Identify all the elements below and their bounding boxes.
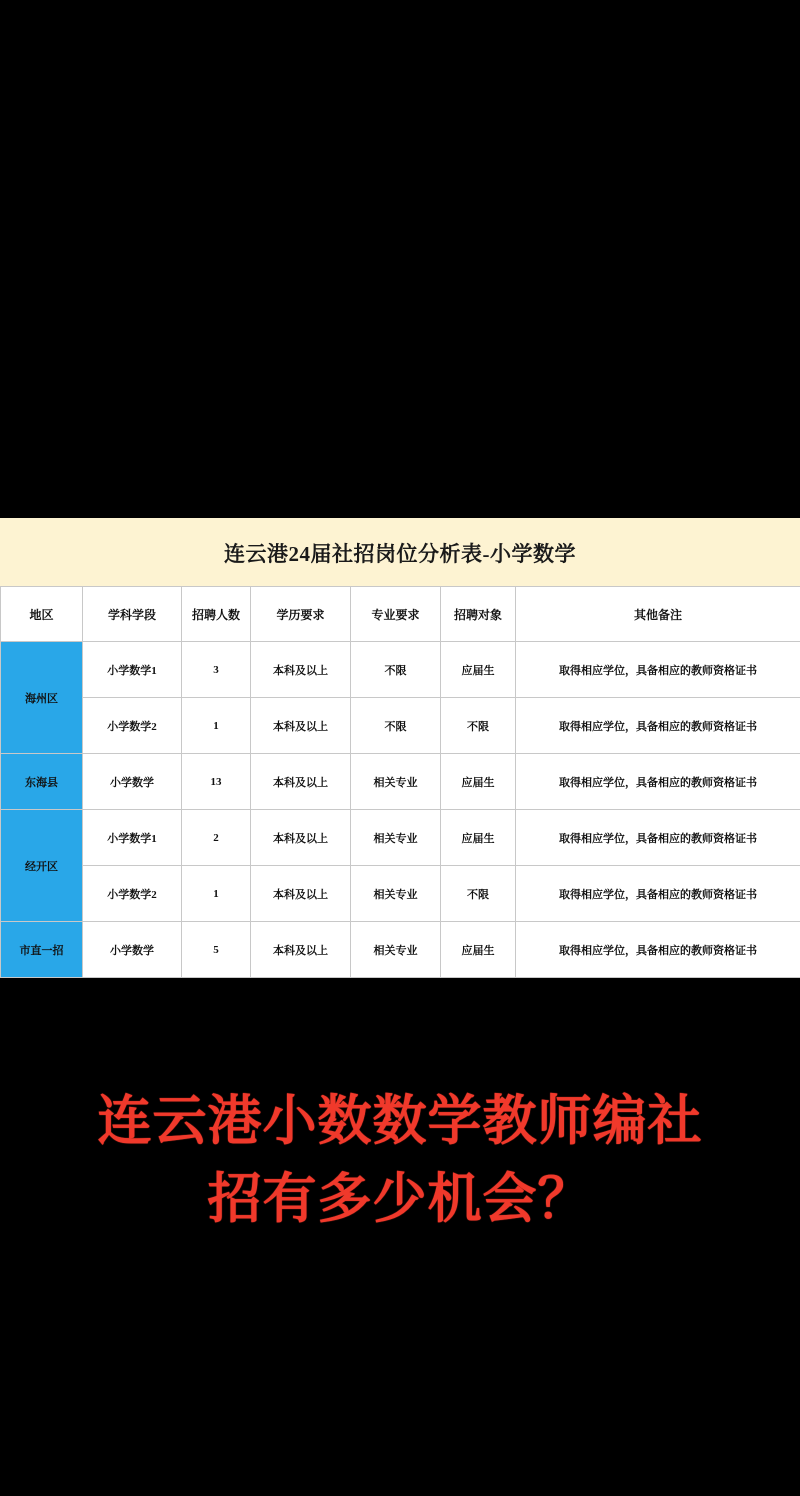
- table-row: [1, 754, 800, 810]
- cell-count: 1: [182, 866, 251, 922]
- cell-notes: 取得相应学位，具备相应的教师资格证书: [516, 642, 800, 698]
- cell-subject: 小学数学: [83, 754, 182, 810]
- cell-subject: 小学数学1: [83, 642, 182, 698]
- cell-degree: 本科及以上: [251, 754, 351, 810]
- column-header-subject: 学科学段: [83, 587, 182, 642]
- job-analysis-table-card: [0, 518, 800, 978]
- column-header-region: 地区: [1, 587, 83, 642]
- cell-notes: 取得相应学位，具备相应的教师资格证书: [516, 754, 800, 810]
- cell-count: 13: [182, 754, 251, 810]
- cell-notes: 取得相应学位，具备相应的教师资格证书: [516, 866, 800, 922]
- cell-target: 不限: [441, 698, 516, 754]
- cell-count: 1: [182, 698, 251, 754]
- column-header-major: 专业要求: [351, 587, 441, 642]
- cell-subject: 小学数学: [83, 922, 182, 978]
- cell-major: 相关专业: [351, 754, 441, 810]
- cell-region: 海州区: [1, 642, 83, 754]
- column-header-notes: 其他备注: [516, 587, 800, 642]
- cell-major: 不限: [351, 698, 441, 754]
- cell-degree: 本科及以上: [251, 642, 351, 698]
- cell-target: 应届生: [441, 754, 516, 810]
- cell-major: 相关专业: [351, 810, 441, 866]
- table-row: [1, 922, 800, 978]
- cell-region: 市直一招: [1, 922, 83, 978]
- cell-target: 不限: [441, 866, 516, 922]
- cell-notes: 取得相应学位，具备相应的教师资格证书: [516, 810, 800, 866]
- cell-subject: 小学数学2: [83, 698, 182, 754]
- cell-count: 3: [182, 642, 251, 698]
- caption-line-2: 招有多少机会？: [207, 1167, 593, 1230]
- column-header-count: 招聘人数: [182, 587, 251, 642]
- cell-count: 5: [182, 922, 251, 978]
- table-row: [1, 866, 800, 922]
- column-header-degree: 学历要求: [251, 587, 351, 642]
- cell-notes: 取得相应学位，具备相应的教师资格证书: [516, 698, 800, 754]
- cell-region: 经开区: [1, 810, 83, 922]
- cell-target: 应届生: [441, 810, 516, 866]
- cell-degree: 本科及以上: [251, 866, 351, 922]
- cell-count: 2: [182, 810, 251, 866]
- cell-major: 相关专业: [351, 922, 441, 978]
- table-title: 连云港24届社招岗位分析表-小学数学: [0, 518, 800, 586]
- cell-degree: 本科及以上: [251, 810, 351, 866]
- table-row: [1, 642, 800, 698]
- table-header: [1, 587, 800, 642]
- column-header-target: 招聘对象: [441, 587, 516, 642]
- cell-notes: 取得相应学位，具备相应的教师资格证书: [516, 922, 800, 978]
- table-header-row: [1, 587, 800, 642]
- cell-region: 东海县: [1, 754, 83, 810]
- cell-major: 不限: [351, 642, 441, 698]
- caption-line-1: 连云港小数数学教师编社: [97, 1089, 703, 1152]
- job-analysis-table: [0, 586, 800, 978]
- table-body: [1, 642, 800, 978]
- video-caption: [0, 1082, 800, 1238]
- cell-target: 应届生: [441, 642, 516, 698]
- cell-degree: 本科及以上: [251, 698, 351, 754]
- table-row: [1, 698, 800, 754]
- cell-target: 应届生: [441, 922, 516, 978]
- cell-subject: 小学数学2: [83, 866, 182, 922]
- cell-degree: 本科及以上: [251, 922, 351, 978]
- cell-subject: 小学数学1: [83, 810, 182, 866]
- table-row: [1, 810, 800, 866]
- cell-major: 相关专业: [351, 866, 441, 922]
